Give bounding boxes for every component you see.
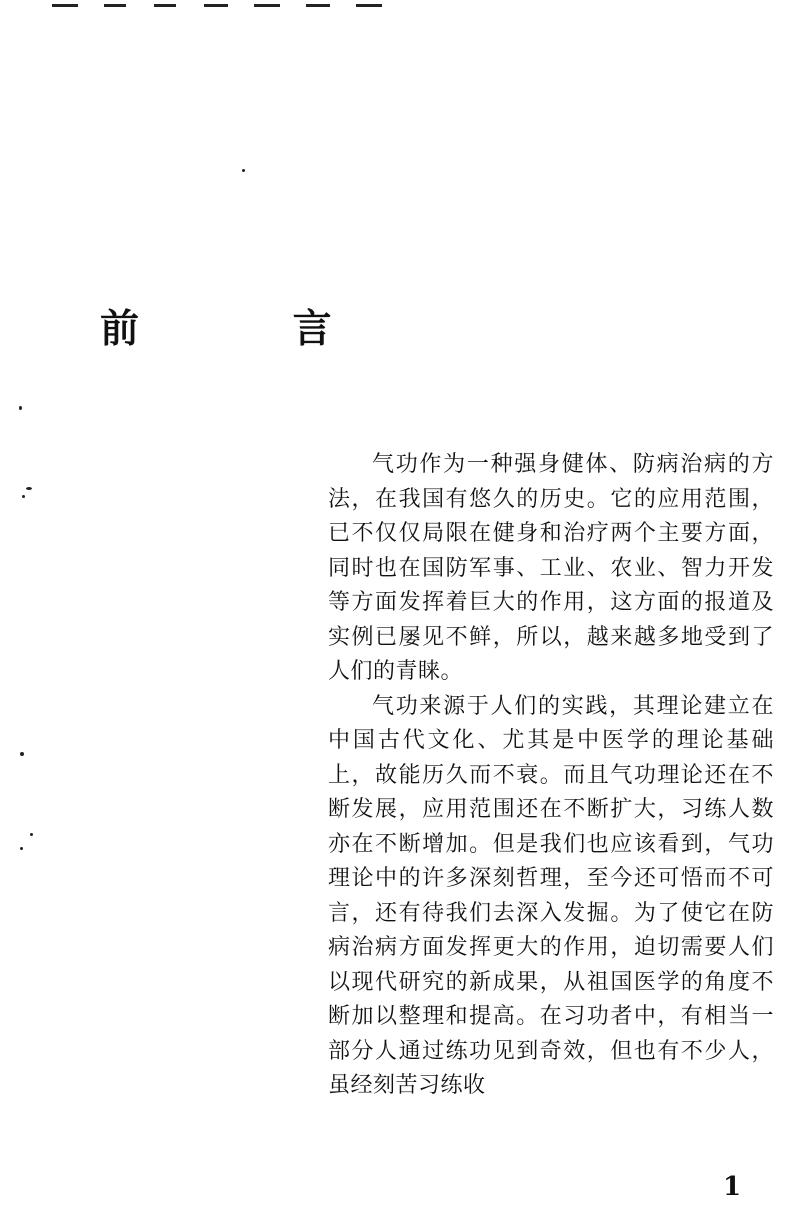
page-number: 1: [723, 1172, 742, 1202]
scan-speck: [26, 487, 32, 490]
paragraph: 气功来源于人们的实践，其理论建立在中国古代文化、尤其是中医学的理论基础上，故能历久而不衰。而且气功理论还在不断发展，应用范围还在不断扩大，习练人数亦在不断增加。但是我们也应该看到，气功理论中的许多深刻哲理，至今还可悟而不可言，还有待我们去深入发掘。为了使它在防病治病方面发挥更大的作用，迫切需要人们以现代研究的新成果，从祖国医学的角度不断加以整理和提高。在习功者中，有相当一部分人通过练功见到奇效，但也有不少人，虽经刻苦习练收: [328, 693, 774, 1098]
scan-speck: [19, 406, 22, 410]
scan-speck: [30, 833, 33, 836]
header-rule-decoration: [52, 0, 392, 8]
scan-speck: [20, 847, 23, 850]
body-text: [328, 448, 774, 1104]
scan-speck: [20, 752, 24, 756]
page-title: 前 言: [100, 307, 402, 353]
paragraph: 气功作为一种强身健体、防病治病的方法，在我国有悠久的历史。它的应用范围，已不仅仅局限在健身和治疗两个主要方面，同时也在国防军事、工业、农业、智力开发等方面发挥着巨大的作用，这方面的报道及实例已屡见不鲜，所以，越来越多地受到了人们的青睐。: [328, 452, 774, 684]
scan-speck: [242, 169, 245, 172]
scan-speck: [22, 495, 25, 498]
